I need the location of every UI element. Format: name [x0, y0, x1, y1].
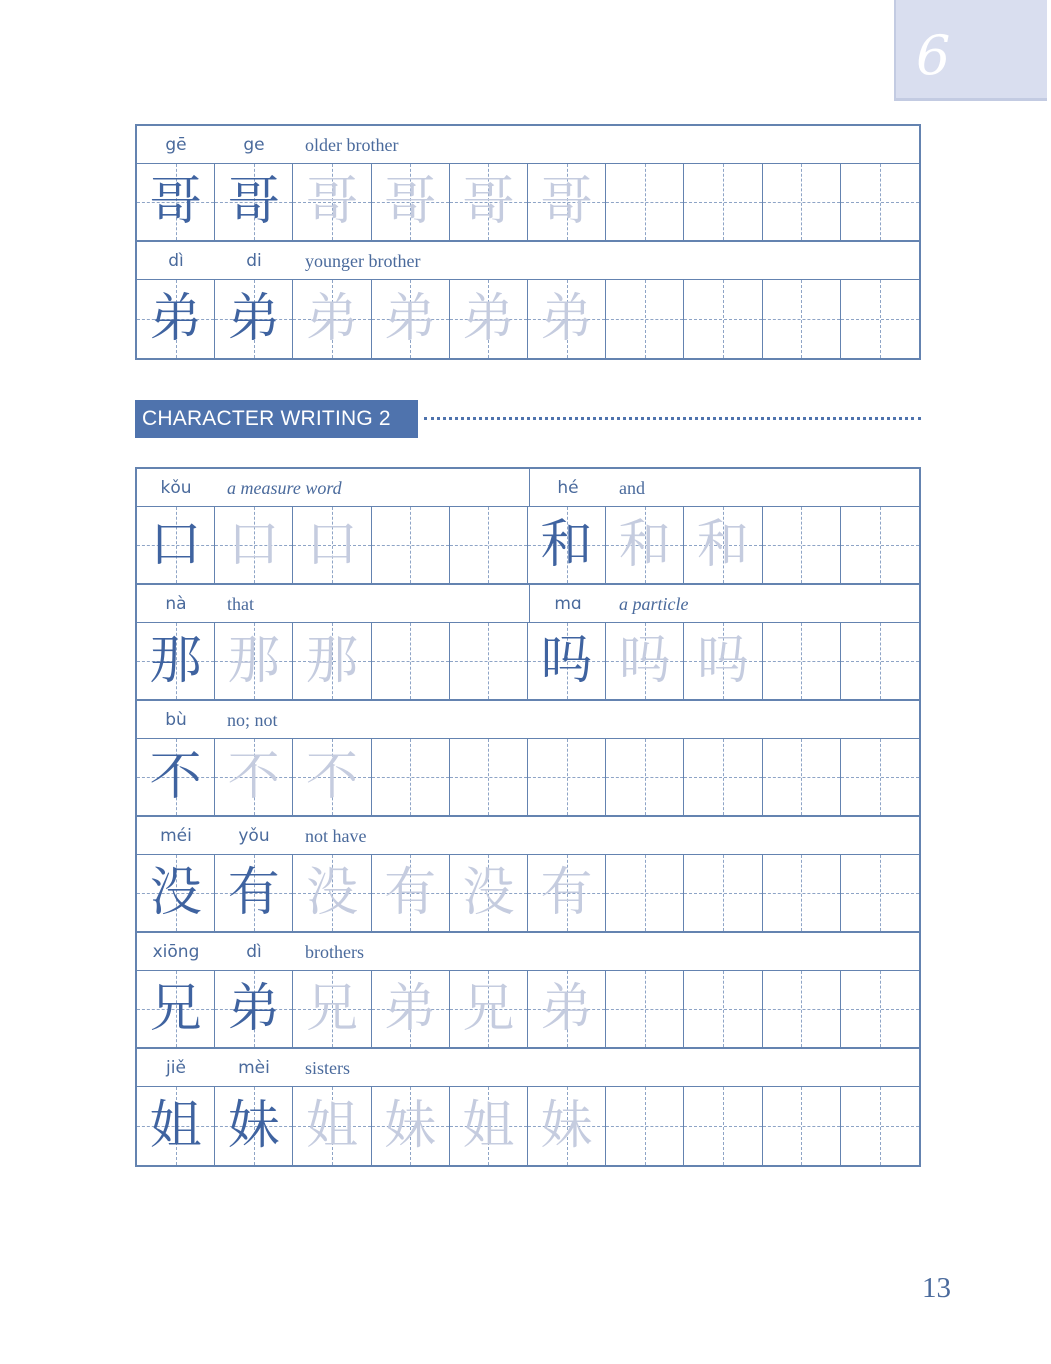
character-row — [137, 507, 919, 585]
pinyin-row — [137, 469, 919, 507]
practice-cell — [215, 507, 293, 583]
character-row — [137, 280, 919, 358]
practice-cell — [684, 855, 762, 931]
model-character: 弟 — [227, 979, 280, 1039]
model-character: 口 — [149, 515, 202, 575]
trace-character: 口 — [305, 515, 358, 575]
practice-cell — [215, 739, 293, 815]
pinyin-row — [137, 1049, 919, 1087]
practice-cell — [450, 507, 528, 583]
practice-cell — [606, 1087, 684, 1165]
trace-character: 妹 — [540, 1096, 593, 1156]
practice-cell — [606, 623, 684, 699]
practice-cell — [293, 1087, 371, 1165]
practice-cell — [606, 855, 684, 931]
practice-cell — [293, 971, 371, 1047]
practice-cell — [841, 507, 919, 583]
practice-cell — [450, 280, 528, 358]
pinyin-1: méi — [160, 826, 192, 846]
practice-cell — [606, 164, 684, 240]
practice-cell — [841, 164, 919, 240]
model-character: 哥 — [227, 172, 280, 232]
model-character: 哥 — [149, 172, 202, 232]
meaning: brothers — [305, 942, 364, 962]
practice-cell — [684, 739, 762, 815]
practice-cell — [763, 507, 841, 583]
trace-character: 口 — [227, 515, 280, 575]
pinyin-1: gē — [165, 135, 187, 155]
practice-cell — [684, 623, 762, 699]
practice-cell — [372, 280, 450, 358]
practice-cell — [841, 1087, 919, 1165]
model-character: 不 — [149, 747, 202, 807]
practice-cell — [841, 280, 919, 358]
practice-cell — [763, 739, 841, 815]
character-row — [137, 971, 919, 1049]
section-title: CHARACTER WRITING 2 — [135, 400, 418, 438]
practice-cell — [763, 280, 841, 358]
trace-character: 兄 — [462, 979, 515, 1039]
practice-cell — [372, 1087, 450, 1165]
practice-cell — [215, 280, 293, 358]
practice-cell — [450, 164, 528, 240]
trace-character: 没 — [462, 863, 515, 923]
meaning: sisters — [305, 1058, 350, 1078]
character-row — [137, 855, 919, 933]
practice-cell — [372, 507, 450, 583]
practice-cell — [137, 164, 215, 240]
practice-cell — [684, 507, 762, 583]
practice-grid-character-writing-2 — [135, 467, 921, 1167]
pinyin-left: kǒu — [160, 478, 192, 498]
meaning-right: a particle — [619, 594, 689, 614]
pinyin-1: jiě — [166, 1058, 186, 1078]
meaning-left: a measure word — [227, 478, 342, 498]
practice-cell — [528, 164, 606, 240]
model-character: 兄 — [149, 979, 202, 1039]
practice-cell — [137, 971, 215, 1047]
meaning-right: and — [619, 478, 645, 498]
trace-character: 哥 — [384, 172, 437, 232]
practice-cell — [137, 623, 215, 699]
practice-cell — [841, 971, 919, 1047]
pinyin-1: dì — [168, 251, 184, 271]
practice-cell — [137, 280, 215, 358]
trace-character: 弟 — [384, 289, 437, 349]
pinyin-right: mɑ — [554, 594, 582, 614]
label-divider — [529, 469, 530, 506]
trace-character: 妹 — [384, 1096, 437, 1156]
lesson-number-tab — [894, 0, 1047, 101]
practice-cell — [528, 1087, 606, 1165]
trace-character: 哥 — [305, 172, 358, 232]
practice-cell — [372, 739, 450, 815]
model-character: 弟 — [149, 289, 202, 349]
trace-character: 有 — [540, 863, 593, 923]
pinyin-1: xiōng — [152, 942, 200, 962]
model-character: 吗 — [540, 631, 593, 691]
meaning: no; not — [227, 710, 278, 730]
practice-cell — [372, 164, 450, 240]
practice-cell — [450, 739, 528, 815]
meaning-left: that — [227, 594, 254, 614]
model-character: 弟 — [227, 289, 280, 349]
practice-grid-top — [135, 124, 921, 360]
practice-cell — [137, 1087, 215, 1165]
meaning: younger brother — [305, 251, 421, 271]
model-character: 那 — [149, 631, 202, 691]
trace-character: 有 — [384, 863, 437, 923]
practice-cell — [684, 280, 762, 358]
practice-cell — [215, 164, 293, 240]
pinyin-2: yǒu — [238, 826, 270, 846]
practice-cell — [606, 739, 684, 815]
model-character: 姐 — [149, 1096, 202, 1156]
practice-cell — [215, 971, 293, 1047]
character-row — [137, 1087, 919, 1165]
pinyin-1: bù — [165, 710, 187, 730]
label-divider — [529, 585, 530, 622]
practice-cell — [763, 164, 841, 240]
trace-character: 兄 — [305, 979, 358, 1039]
trace-character: 哥 — [540, 172, 593, 232]
trace-character: 那 — [227, 631, 280, 691]
practice-cell — [372, 971, 450, 1047]
pinyin-2: mèi — [238, 1058, 270, 1078]
practice-cell — [372, 623, 450, 699]
section-divider — [424, 417, 921, 420]
page-number: 13 — [922, 1272, 951, 1304]
trace-character: 不 — [227, 747, 280, 807]
practice-cell — [684, 1087, 762, 1165]
trace-character: 弟 — [462, 289, 515, 349]
trace-character: 弟 — [540, 289, 593, 349]
practice-cell — [293, 855, 371, 931]
pinyin-right: hé — [557, 478, 579, 498]
practice-cell — [215, 623, 293, 699]
practice-cell — [450, 1087, 528, 1165]
model-character: 妹 — [227, 1096, 280, 1156]
practice-cell — [293, 623, 371, 699]
practice-cell — [215, 1087, 293, 1165]
practice-cell — [137, 507, 215, 583]
practice-cell — [450, 855, 528, 931]
trace-character: 哥 — [462, 172, 515, 232]
practice-cell — [137, 739, 215, 815]
trace-character: 和 — [618, 515, 671, 575]
lesson-number: 6 — [916, 24, 951, 87]
practice-cell — [528, 855, 606, 931]
practice-cell — [684, 164, 762, 240]
practice-cell — [606, 280, 684, 358]
practice-cell — [293, 739, 371, 815]
practice-cell — [372, 855, 450, 931]
trace-character: 弟 — [384, 979, 437, 1039]
pinyin-row — [137, 126, 919, 164]
practice-cell — [763, 623, 841, 699]
meaning: older brother — [305, 135, 399, 155]
pinyin-row — [137, 585, 919, 623]
practice-cell — [450, 623, 528, 699]
practice-cell — [528, 739, 606, 815]
practice-cell — [763, 1087, 841, 1165]
practice-cell — [528, 623, 606, 699]
character-row — [137, 164, 919, 242]
pinyin-row — [137, 701, 919, 739]
practice-cell — [528, 507, 606, 583]
model-character: 和 — [540, 515, 593, 575]
practice-cell — [841, 739, 919, 815]
practice-cell — [606, 507, 684, 583]
practice-cell — [450, 971, 528, 1047]
trace-character: 那 — [305, 631, 358, 691]
trace-character: 没 — [305, 863, 358, 923]
character-row — [137, 739, 919, 817]
practice-cell — [293, 280, 371, 358]
pinyin-row — [137, 242, 919, 280]
trace-character: 吗 — [696, 631, 749, 691]
model-character: 没 — [149, 863, 202, 923]
trace-character: 姐 — [462, 1096, 515, 1156]
pinyin-left: nà — [165, 594, 187, 614]
practice-cell — [763, 971, 841, 1047]
practice-cell — [293, 507, 371, 583]
pinyin-row — [137, 817, 919, 855]
practice-cell — [137, 855, 215, 931]
meaning: not have — [305, 826, 367, 846]
pinyin-row — [137, 933, 919, 971]
practice-cell — [841, 623, 919, 699]
trace-character: 姐 — [305, 1096, 358, 1156]
pinyin-2: ge — [243, 135, 265, 155]
practice-cell — [528, 280, 606, 358]
trace-character: 和 — [696, 515, 749, 575]
trace-character: 吗 — [618, 631, 671, 691]
pinyin-2: di — [246, 251, 262, 271]
practice-cell — [763, 855, 841, 931]
model-character: 有 — [227, 863, 280, 923]
practice-cell — [528, 971, 606, 1047]
practice-cell — [293, 164, 371, 240]
practice-cell — [215, 855, 293, 931]
pinyin-2: dì — [246, 942, 262, 962]
trace-character: 弟 — [305, 289, 358, 349]
trace-character: 弟 — [540, 979, 593, 1039]
practice-cell — [684, 971, 762, 1047]
practice-cell — [606, 971, 684, 1047]
trace-character: 不 — [305, 747, 358, 807]
character-row — [137, 623, 919, 701]
practice-cell — [841, 855, 919, 931]
